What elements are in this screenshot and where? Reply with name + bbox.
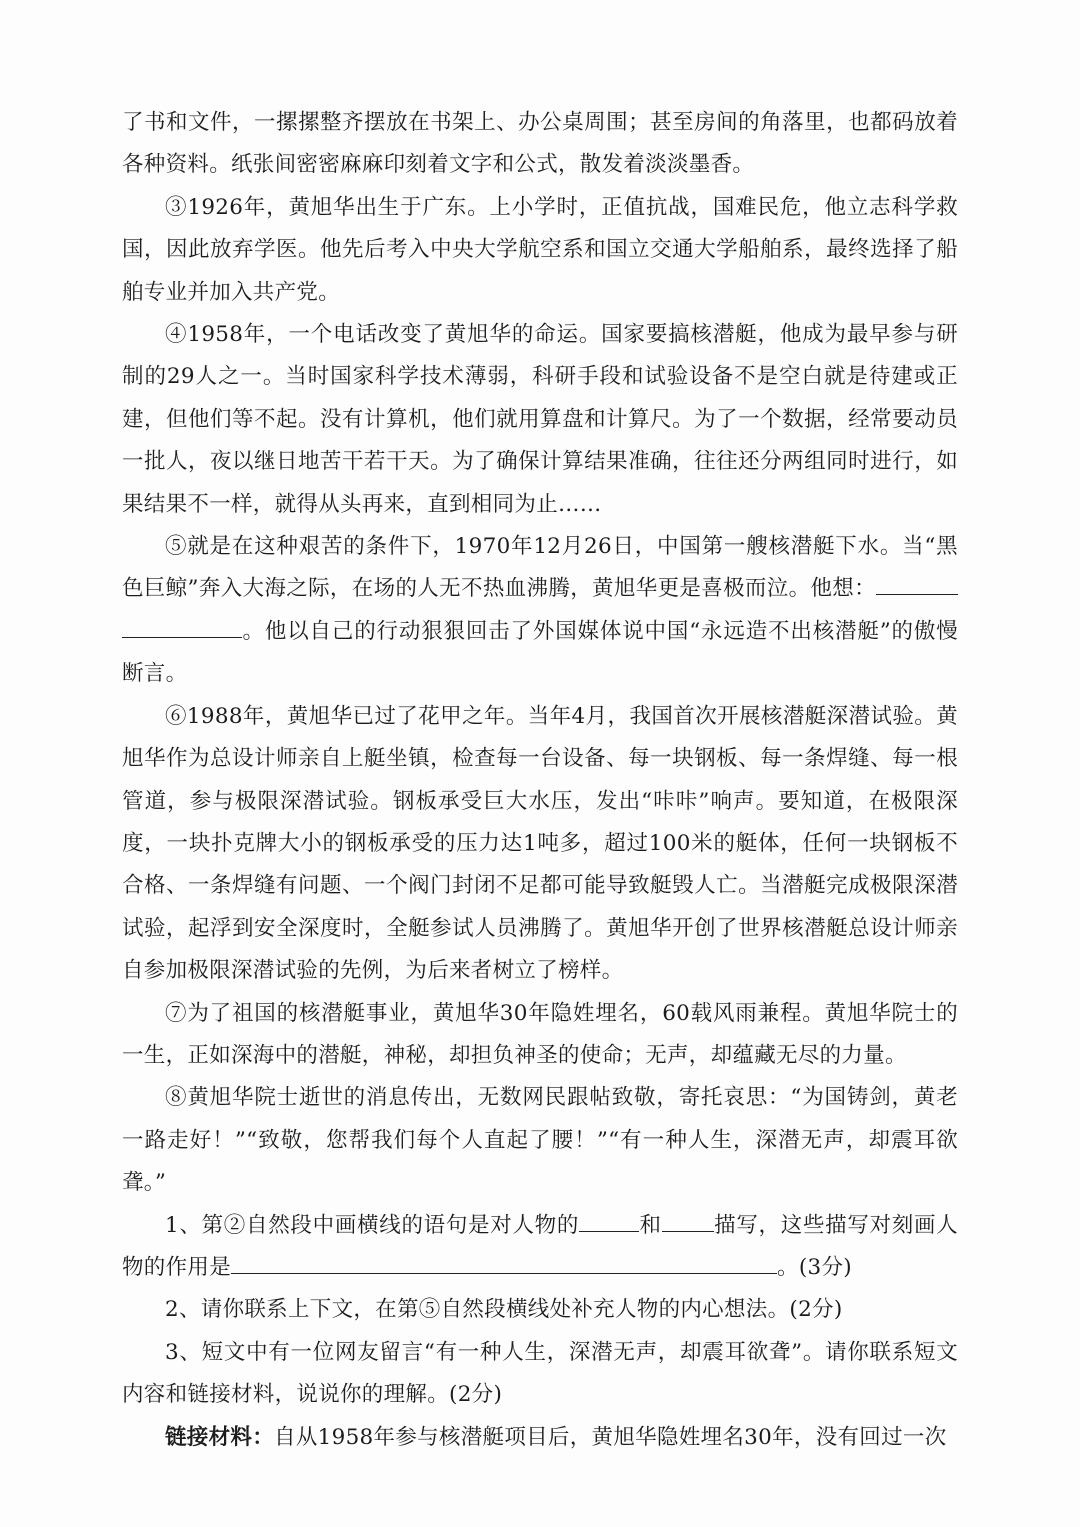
question-1-part-a: 1、第②自然段中画横线的语句是对人物的 (165, 1212, 580, 1238)
paragraph-5-part-a: ⑤就是在这种艰苦的条件下，1970年12月26日，中国第一艘核潜艇下水。当“黑色巨鲸”奔入大海之际，在场的人无不热血沸腾，黄旭华更是喜极而泣。他想： (122, 534, 958, 602)
paragraph-5-part-b: 。他以自己的行动狠狠回击了外国媒体说中国“永远造不出核潜艇”的傲慢断言。 (122, 618, 958, 687)
paragraph-7: ⑦为了祖国的核潜艇事业，黄旭华30年隐姓埋名，60载风雨兼程。黄旭华院士的一生，正如深海中的潜艇，神秘，却担负神圣的使命；无声，却蕴藏无尽的力量。 (122, 1000, 958, 1068)
paragraph-6: ⑥1988年，黄旭华已过了花甲之年。当年4月，我国首次开展核潜艇深潜试验。黄旭华作为总设计师亲自上艇坐镇，检查每一台设备、每一块钢板、每一条焊缝、每一根管道，参与极限深潜试验。钢板承受巨大水压，发出“咔咔”响声。要知道，在极限深度，一块扑克牌大小的钢板承受的压力达1吨多，超过100米的艇体，任何一块钢板不合格、一条焊缝有问题、一个阀门封闭不足都可能导致艇毁人亡。当潜艇完成极限深潜试验，起浮到安全深度时，全艇参试人员沸腾了。黄旭华开创了世界核潜艇总设计师亲自参加极限深潜试验的先例，为后来者树立了榜样。 (122, 703, 958, 984)
paragraph-8: ⑧黄旭华院士逝世的消息传出，无数网民跟帖致敬，寄托哀思：“为国铸剑，黄老一路走好！”“致敬，您帮我们每个人直起了腰！”“有一种人生，深潜无声，却震耳欲聋。” (122, 1085, 958, 1196)
document-body (122, 102, 958, 1459)
question-3: 3、短文中有一位网友留言“有一种人生，深潜无声，却震耳欲聋”。请你联系短文内容和链接材料，说说你的理解。(2分) (122, 1339, 958, 1408)
paragraph-4: ④1958年，一个电话改变了黄旭华的命运。国家要搞核潜艇，他成为最早参与研制的29人之一。当时国家科学技术薄弱，科研手段和试验设备不是空白就是待建或正建，但他们等不起。没有计算机，他们就用算盘和计算尺。为了一个数据，经常要动员一批人，夜以继日地苦干若干天。为了确保计算结果准确，往往还分两组同时进行，如果结果不一样，就得从头再来，直到相同为止…… (122, 322, 958, 517)
question-1-part-b: 和 (639, 1212, 662, 1238)
question-1 (122, 1205, 958, 1290)
link-material-text: 自从1958年参与核潜艇项目后，黄旭华隐姓埋名30年，没有回过一次 (274, 1424, 947, 1450)
fill-in-blank-thought-1[interactable] (876, 593, 958, 595)
paragraph-5 (122, 526, 958, 696)
answer-blank-description-1[interactable] (579, 1230, 639, 1232)
question-1-part-d: 。(3分) (777, 1254, 852, 1280)
paragraph-continued: 了书和文件，一摞摞整齐摆放在书架上、办公桌周围；甚至房间的角落里，也都码放着各种资料。纸张间密密麻麻印刻着文字和公式，散发着淡淡墨香。 (122, 110, 958, 178)
link-material (122, 1417, 958, 1459)
fill-in-blank-thought-2[interactable] (122, 636, 242, 638)
answer-blank-description-2[interactable] (662, 1230, 714, 1232)
link-material-label: 链接材料： (165, 1424, 275, 1450)
answer-blank-effect[interactable] (231, 1272, 777, 1274)
paragraph-3: ③1926年，黄旭华出生于广东。上小学时，正值抗战，国难民危，他立志科学救国，因此放弃学医。他先后考入中央大学航空系和国立交通大学船舶系，最终选择了船舶专业并加入共产党。 (122, 194, 958, 305)
question-1-part-c: 描写，这些描写对刻画人物的作用是 (122, 1212, 958, 1280)
question-2: 2、请你联系上下文，在第⑤自然段横线处补充人物的内心想法。(2分) (165, 1297, 843, 1323)
